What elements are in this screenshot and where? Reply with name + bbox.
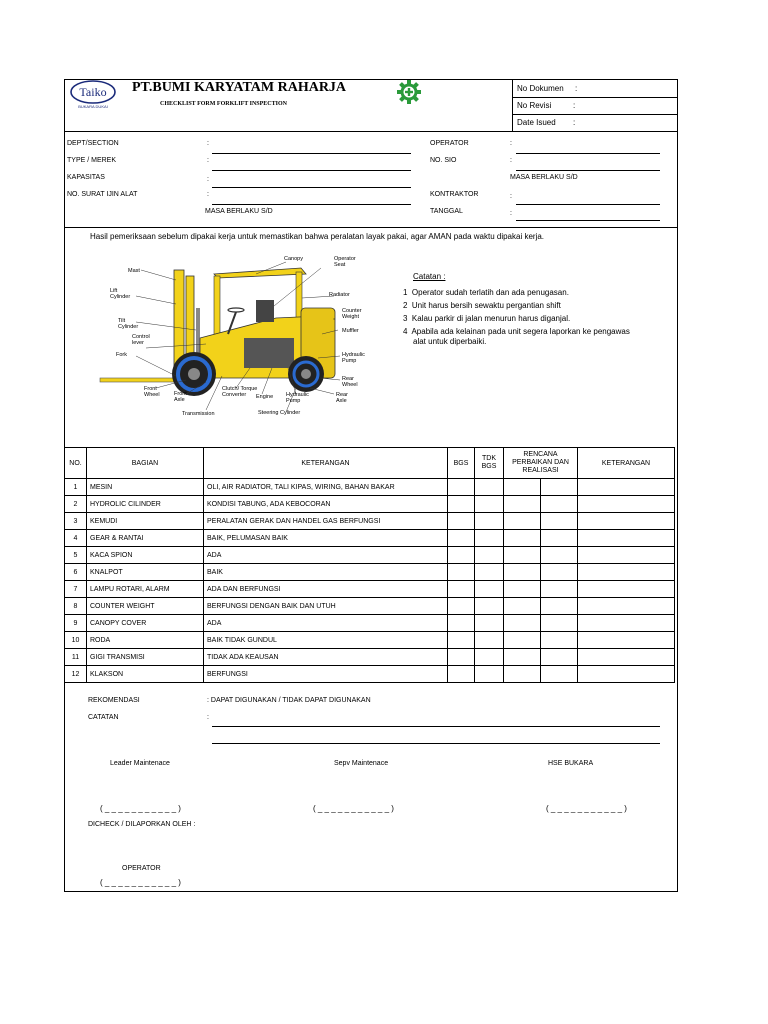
doc-field-label: No Dokumen: [517, 84, 564, 93]
info-nosio-field[interactable]: [516, 170, 660, 171]
info-tanggal-field[interactable]: [516, 220, 660, 221]
doc-field-date-isued: [517, 118, 576, 127]
info-surat-field[interactable]: [212, 204, 411, 205]
catatan-label: CATATAN: [88, 714, 119, 721]
realisasi-cell[interactable]: [541, 479, 578, 496]
notes-list: [403, 286, 630, 348]
note-item: 4 Apabila ada kelainan pada unit segera laporkan ke pengawas: [403, 327, 630, 336]
realisasi-cell[interactable]: [541, 581, 578, 598]
bgs-cell[interactable]: [448, 513, 475, 530]
tdk-bgs-cell[interactable]: [475, 513, 504, 530]
realisasi-cell[interactable]: [541, 632, 578, 649]
dicheck-label: DICHECK / DILAPORKAN OLEH :: [88, 821, 196, 828]
doc-field-value: :: [575, 84, 578, 93]
safety-gear-icon: [396, 79, 422, 105]
tdk-bgs-cell[interactable]: [475, 615, 504, 632]
table-row: 9 CANOPY COVER ADA: [65, 615, 675, 632]
info-colon: :: [207, 140, 209, 147]
docfield-divider-2: [512, 114, 678, 115]
tdk-bgs-cell[interactable]: [475, 666, 504, 683]
diagram-label-operator-seat: Operator Seat: [334, 256, 356, 268]
realisasi-cell[interactable]: [541, 564, 578, 581]
table-row: 12 KLAKSON BERFUNGSI: [65, 666, 675, 683]
diagram-label-tilt-cylinder: Tilt Cylinder: [118, 318, 139, 330]
signature-label-hse: HSE BUKARA: [548, 760, 594, 767]
diagram-label-radiator: Radiator: [329, 292, 350, 298]
table-header-row: [65, 448, 675, 479]
diagram-label-clutch: Clutch/ Torque Converter: [222, 386, 258, 398]
rencana-cell[interactable]: [504, 564, 541, 581]
diagram-label-counter-weight: Counter Weight: [342, 308, 362, 320]
info-masa-left: MASA BERLAKU S/D: [205, 208, 273, 215]
diagram-label-rear-axle: Rear Axle: [336, 392, 348, 404]
tdk-bgs-cell[interactable]: [475, 547, 504, 564]
doc-field-label: No Revisi: [517, 101, 552, 110]
tdk-bgs-cell[interactable]: [475, 496, 504, 513]
diagram-label-canopy: Canopy: [284, 256, 303, 262]
diagram-label-front-wheel: Front Wheel: [144, 386, 160, 398]
header-divider: [64, 131, 678, 132]
bgs-cell[interactable]: [448, 547, 475, 564]
signature-label-sepv: Sepv Maintenace: [334, 760, 389, 767]
form-title: CHECKLIST FORM FORKLIFT INSPECTION: [160, 101, 287, 107]
diagram-label-mast: Mast: [128, 268, 140, 274]
info-operator-label: OPERATOR: [430, 140, 469, 147]
notes-title: Catatan :: [413, 272, 446, 281]
info-colon: :: [207, 157, 209, 164]
rencana-cell[interactable]: [504, 513, 541, 530]
info-dept-label: DEPT/SECTION: [67, 140, 119, 147]
table-row: 10 RODA BAIK TIDAK GUNDUL: [65, 632, 675, 649]
info-kapasitas-field[interactable]: [212, 187, 411, 188]
docfield-divider-1: [512, 97, 678, 98]
bgs-cell[interactable]: [448, 496, 475, 513]
diagram-label-muffler: Muffler: [342, 328, 359, 334]
rencana-cell[interactable]: [504, 649, 541, 666]
rencana-cell[interactable]: [504, 479, 541, 496]
col-header-keterangan: KETERANGAN: [204, 448, 448, 479]
bgs-cell[interactable]: [448, 564, 475, 581]
bgs-cell[interactable]: [448, 581, 475, 598]
doc-field-label: Date Isued: [517, 118, 556, 127]
note-item: 2 Unit harus bersih sewaktu pergantian shift: [403, 301, 561, 310]
rencana-cell[interactable]: [504, 530, 541, 547]
doc-field-value: :: [573, 101, 576, 110]
info-kontraktor-field[interactable]: [516, 204, 660, 205]
rekomendasi-label: REKOMENDASI: [88, 697, 140, 704]
realisasi-cell[interactable]: [541, 666, 578, 683]
keterangan-cell[interactable]: [578, 581, 675, 598]
rencana-cell[interactable]: [504, 632, 541, 649]
realisasi-cell[interactable]: [541, 615, 578, 632]
note-item: 3 Kalau parkir di jalan menurun harus diganjal.: [403, 314, 571, 323]
keterangan-cell[interactable]: [578, 479, 675, 496]
realisasi-cell[interactable]: [541, 598, 578, 615]
info-operator-field[interactable]: [516, 153, 660, 154]
bgs-cell[interactable]: [448, 479, 475, 496]
catatan-colon: :: [207, 714, 209, 721]
forklift-diagram: [96, 248, 386, 423]
signature-blank-operator[interactable]: ( _ _ _ _ _ _ _ _ _ _ _ ): [100, 878, 181, 887]
col-header-no: NO.: [65, 448, 87, 479]
logo-sub: BUKARA DUKAI: [78, 104, 108, 109]
diagram-label-lift-cylinder: Lift Cylinder: [110, 288, 131, 300]
info-colon: :: [510, 193, 512, 200]
rencana-cell[interactable]: [504, 581, 541, 598]
col-header-keterangan2: KETERANGAN: [578, 448, 675, 479]
info-colon: :: [207, 176, 209, 183]
diagram-label-fork: Fork: [116, 352, 127, 358]
bgs-cell[interactable]: [448, 530, 475, 547]
realisasi-cell[interactable]: [541, 530, 578, 547]
realisasi-cell[interactable]: [541, 513, 578, 530]
keterangan-cell[interactable]: [578, 649, 675, 666]
keterangan-cell[interactable]: [578, 666, 675, 683]
rekomendasi-value[interactable]: : DAPAT DIGUNAKAN / TIDAK DAPAT DIGUNAKAN: [207, 697, 371, 704]
signature-blank-hse[interactable]: ( _ _ _ _ _ _ _ _ _ _ _ ): [546, 804, 627, 813]
logo-text: Taiko: [79, 85, 107, 99]
tdk-bgs-cell[interactable]: [475, 564, 504, 581]
table-row: 6 KNALPOT BAIK: [65, 564, 675, 581]
bgs-cell[interactable]: [448, 598, 475, 615]
info-colon: :: [510, 140, 512, 147]
diagram-label-hydraulic-pump-r: Hydraulic Pump: [342, 352, 365, 364]
company-name: PT.BUMI KARYATAM RAHARJA: [132, 80, 347, 95]
keterangan-cell[interactable]: [578, 632, 675, 649]
table-row: 8 COUNTER WEIGHT BERFUNGSI DENGAN BAIK DAN UTUH: [65, 598, 675, 615]
info-colon: :: [510, 210, 512, 217]
keterangan-cell[interactable]: [578, 513, 675, 530]
doc-field-value: :: [573, 118, 576, 127]
col-header-rencana: RENCANA PERBAIKAN DAN REALISASI: [504, 448, 578, 479]
bgs-cell[interactable]: [448, 649, 475, 666]
diagram-label-front-axle: Front Axle: [174, 391, 187, 403]
diagram-label-rear-wheel: Rear Wheel: [342, 376, 358, 388]
diagram-label-transmission: Transmission: [182, 411, 215, 417]
realisasi-cell[interactable]: [541, 496, 578, 513]
col-header-bgs: BGS: [448, 448, 475, 479]
info-type-label: TYPE / MEREK: [67, 157, 117, 164]
table-row: 7 LAMPU ROTARI, ALARM ADA DAN BERFUNGSI: [65, 581, 675, 598]
table-row: 3 KEMUDI PERALATAN GERAK DAN HANDEL GAS BERFUNGSI: [65, 513, 675, 530]
table-row: 2 HYDROLIC CILINDER KONDISI TABUNG, ADA KEBOCORAN: [65, 496, 675, 513]
info-type-field[interactable]: [212, 170, 411, 171]
col-header-bagian: BAGIAN: [87, 448, 204, 479]
keterangan-cell[interactable]: [578, 496, 675, 513]
operator-label: OPERATOR: [122, 865, 161, 872]
catatan-line-1[interactable]: [212, 726, 660, 727]
bgs-cell[interactable]: [448, 666, 475, 683]
diagram-label-control-lever: Control lever: [132, 334, 150, 346]
header-vdivider: [512, 79, 513, 131]
info-kapasitas-label: KAPASITAS: [67, 174, 105, 181]
diagram-label-steering: Steering Cylinder: [258, 410, 301, 416]
doc-field-no-dokumen: [517, 84, 578, 93]
info-surat-label: NO. SURAT IJIN ALAT: [67, 191, 138, 198]
diagram-label-hydraulic-pump-b: Hydraulic Pump: [286, 392, 309, 404]
tdk-bgs-cell[interactable]: [475, 530, 504, 547]
doc-field-no-revisi: [517, 101, 576, 110]
signature-blank-leader[interactable]: ( _ _ _ _ _ _ _ _ _ _ _ ): [100, 804, 181, 813]
info-colon: :: [510, 157, 512, 164]
bgs-cell[interactable]: [448, 632, 475, 649]
keterangan-cell[interactable]: [578, 598, 675, 615]
tdk-bgs-cell[interactable]: [475, 581, 504, 598]
signature-blank-sepv[interactable]: ( _ _ _ _ _ _ _ _ _ _ _ ): [313, 804, 394, 813]
intro-text: Hasil pemeriksaan sebelum dipakai kerja untuk memastikan bahwa peralatan layak pakai, agar AMAN pada waktu dipakai kerja.: [90, 232, 545, 241]
info-masa-right: MASA BERLAKU S/D: [510, 174, 578, 181]
note-item: 1 Operator sudah terlatih dan ada penugasan.: [403, 288, 569, 297]
info-kontraktor-label: KONTRAKTOR: [430, 191, 479, 198]
keterangan-cell[interactable]: [578, 615, 675, 632]
catatan-line-2[interactable]: [212, 743, 660, 744]
company-logo: [67, 80, 119, 110]
rencana-cell[interactable]: [504, 547, 541, 564]
table-row: 1 MESIN OLI, AIR RADIATOR, TALI KIPAS, WIRING, BAHAN BAKAR: [65, 479, 675, 496]
rencana-cell[interactable]: [504, 598, 541, 615]
info-colon: :: [207, 191, 209, 198]
tdk-bgs-cell[interactable]: [475, 598, 504, 615]
info-nosio-label: NO. SIO: [430, 157, 457, 164]
tdk-bgs-cell[interactable]: [475, 649, 504, 666]
rencana-cell[interactable]: [504, 496, 541, 513]
rencana-cell[interactable]: [504, 615, 541, 632]
table-row: 5 KACA SPION ADA: [65, 547, 675, 564]
rencana-cell[interactable]: [504, 666, 541, 683]
col-header-tdk-bgs: TDK BGS: [475, 448, 504, 479]
signature-label-leader: Leader Maintenace: [110, 760, 170, 767]
note-item-cont: alat untuk diperbaiki.: [413, 337, 487, 346]
bgs-cell[interactable]: [448, 615, 475, 632]
keterangan-cell[interactable]: [578, 564, 675, 581]
keterangan-cell[interactable]: [578, 530, 675, 547]
table-row: 4 GEAR & RANTAI BAIK, PELUMASAN BAIK: [65, 530, 675, 547]
realisasi-cell[interactable]: [541, 649, 578, 666]
tdk-bgs-cell[interactable]: [475, 479, 504, 496]
diagram-label-engine: Engine: [256, 394, 274, 400]
inspection-table: [64, 447, 675, 683]
tdk-bgs-cell[interactable]: [475, 632, 504, 649]
info-dept-field[interactable]: [212, 153, 411, 154]
info-tanggal-label: TANGGAL: [430, 208, 463, 215]
info-divider: [64, 227, 678, 228]
keterangan-cell[interactable]: [578, 547, 675, 564]
realisasi-cell[interactable]: [541, 547, 578, 564]
table-row: 11 GIGI TRANSMISI TIDAK ADA KEAUSAN: [65, 649, 675, 666]
